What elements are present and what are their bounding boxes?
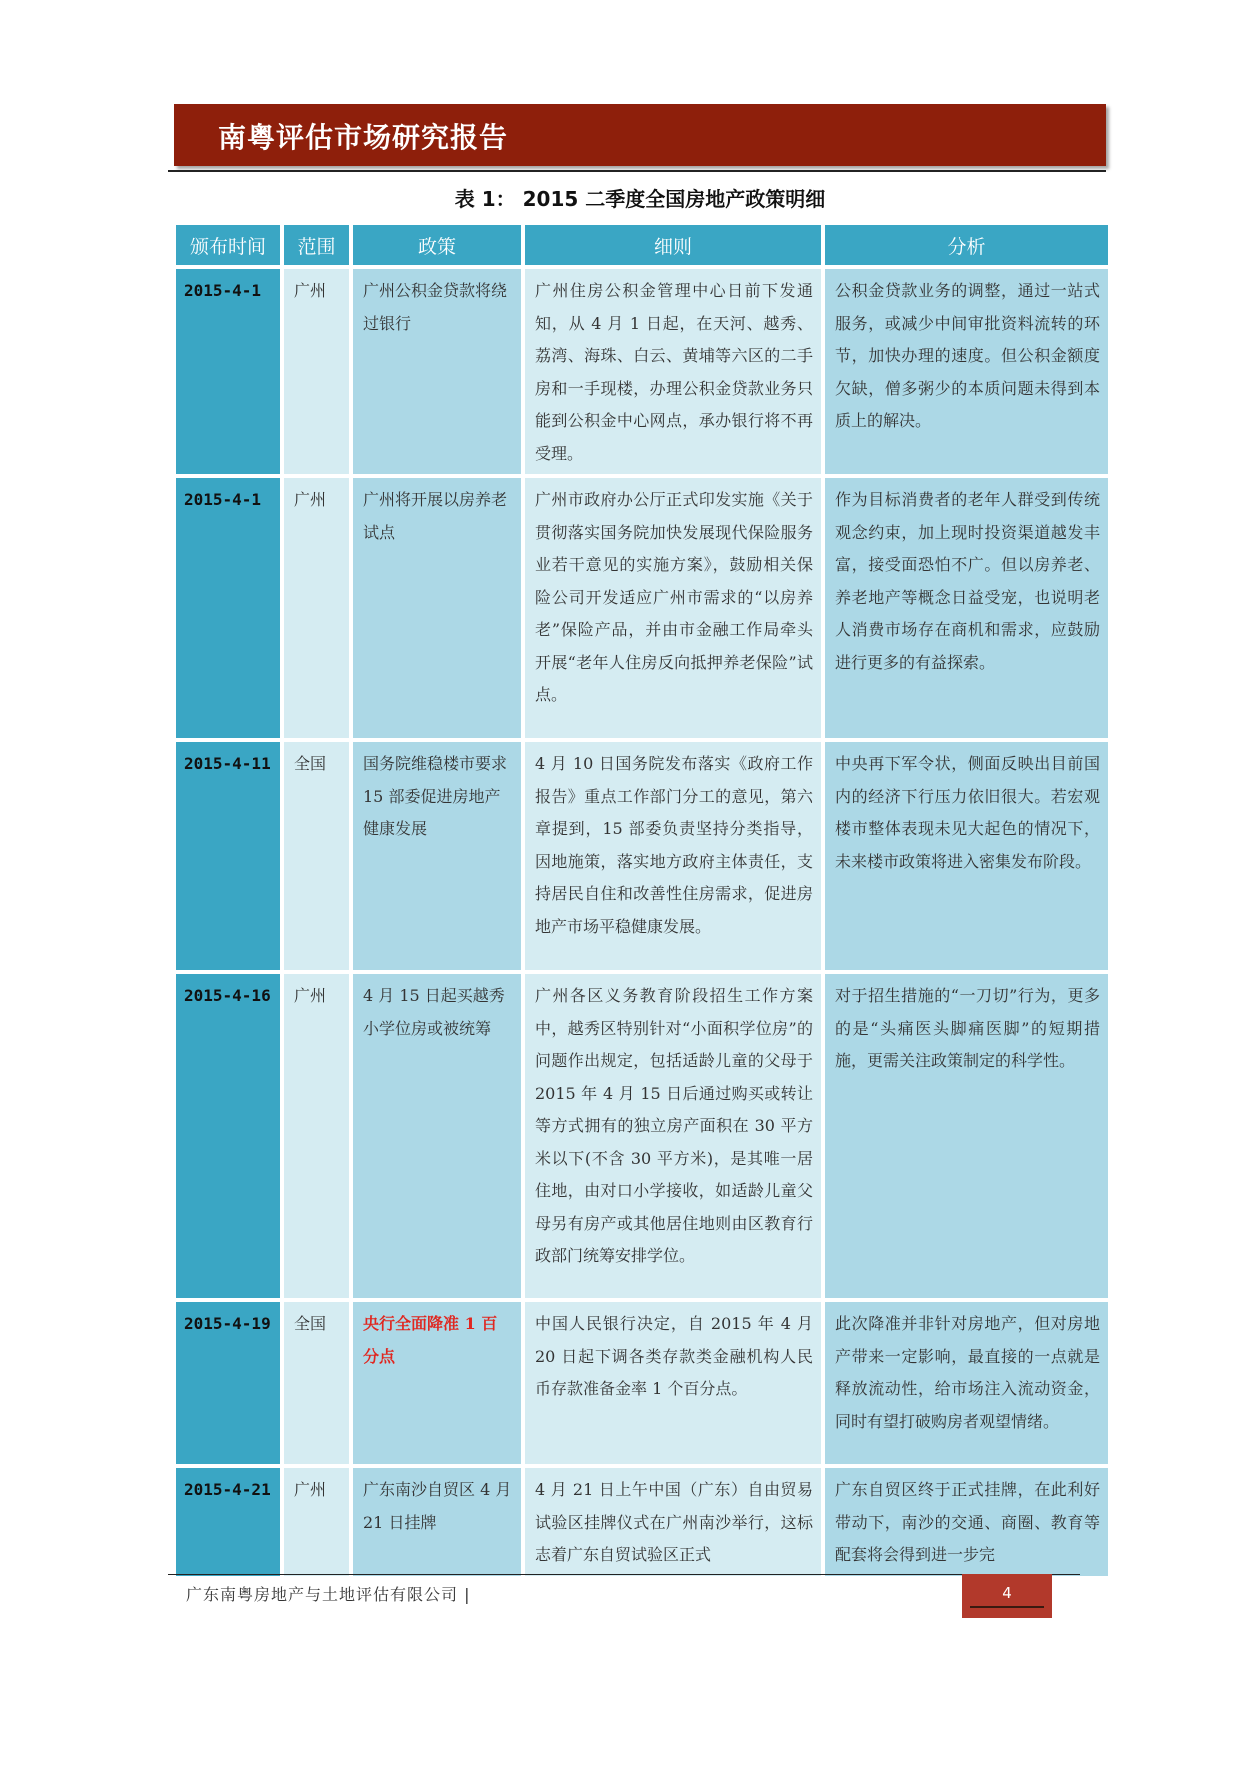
footer-divider: [168, 1574, 1080, 1575]
row-detail: 广州住房公积金管理中心日前下发通知，从 4 月 1 日起，在天河、越秀、荔湾、海珠、白云、黄埔等六区的二手房和一手现楼，办理公积金贷款业务只能到公积金中心网点，承办银行将不再受理。: [525, 269, 821, 474]
table-row: [176, 269, 1108, 474]
row-analysis: 公积金贷款业务的调整，通过一站式服务，或减少中间审批资料流转的环节，加快办理的速度。但公积金额度欠缺，僧多粥少的本质问题未得到本质上的解决。: [825, 269, 1108, 474]
highlighted-policy-text: 央行全面降准 1 百分点: [363, 1314, 498, 1366]
page-number: 4: [1002, 1584, 1012, 1602]
table-row: [176, 1302, 1108, 1464]
table-row: [176, 742, 1108, 970]
column-header-scope: 范围: [284, 225, 349, 265]
row-detail: 4 月 21 日上午中国（广东）自由贸易试验区挂牌仪式在广州南沙举行，这标志着广东自贸试验区正式: [525, 1468, 821, 1576]
row-date: 2015-4-11: [176, 742, 280, 970]
row-policy: 国务院维稳楼市要求 15 部委促进房地产健康发展: [353, 742, 521, 970]
page-number-box: [962, 1574, 1052, 1618]
column-header-date: 颁布时间: [176, 225, 280, 265]
row-analysis: 广东自贸区终于正式挂牌，在此利好带动下，南沙的交通、商圈、教育等配套将会得到进一步完: [825, 1468, 1108, 1576]
row-policy: 4 月 15 日起买越秀小学位房或被统筹: [353, 974, 521, 1298]
report-title: 南粤评估市场研究报告: [218, 121, 509, 154]
row-date: 2015-4-1: [176, 478, 280, 738]
column-header-analysis: 分析: [825, 225, 1108, 265]
row-policy: 广东南沙自贸区 4 月 21 日挂牌: [353, 1468, 521, 1576]
row-detail: 中国人民银行决定，自 2015 年 4 月 20 日起下调各类存款类金融机构人民币存款准备金率 1 个百分点。: [525, 1302, 821, 1464]
row-date: 2015-4-19: [176, 1302, 280, 1464]
row-scope: 广州: [284, 478, 349, 738]
row-date: 2015-4-1: [176, 269, 280, 474]
row-scope: 广州: [284, 1468, 349, 1576]
row-scope: 全国: [284, 1302, 349, 1464]
policy-table: [172, 221, 1112, 1580]
row-detail: 广州市政府办公厅正式印发实施《关于贯彻落实国务院加快发展现代保险服务业若干意见的实施方案》，鼓励相关保险公司开发适应广州市需求的“以房养老”保险产品，并由市金融工作局牵头开展“老年人住房反向抵押养老保险”试点。: [525, 478, 821, 738]
row-policy: 广州将开展以房养老试点: [353, 478, 521, 738]
row-scope: 广州: [284, 269, 349, 474]
row-date: 2015-4-21: [176, 1468, 280, 1576]
table-row: [176, 974, 1108, 1298]
column-header-detail: 细则: [525, 225, 821, 265]
row-scope: 广州: [284, 974, 349, 1298]
table-row: [176, 1468, 1108, 1576]
row-analysis: 中央再下军令状，侧面反映出目前国内的经济下行压力依旧很大。若宏观楼市整体表现未见大起色的情况下，未来楼市政策将进入密集发布阶段。: [825, 742, 1108, 970]
header-divider: [168, 170, 1106, 172]
row-scope: 全国: [284, 742, 349, 970]
row-detail: 4 月 10 日国务院发布落实《政府工作报告》重点工作部门分工的意见，第六章提到，15 部委负责坚持分类指导，因地施策，落实地方政府主体责任，支持居民自住和改善性住房需求，促进房地产市场平稳健康发展。: [525, 742, 821, 970]
row-analysis: 对于招生措施的“一刀切”行为，更多的是“头痛医头脚痛医脚”的短期措施，更需关注政策制定的科学性。: [825, 974, 1108, 1298]
page-number-underline: [970, 1606, 1044, 1608]
footer-company-name: 广东南粤房地产与土地评估有限公司 |: [186, 1585, 471, 1604]
row-policy-highlight: [353, 1302, 521, 1464]
table-row: [176, 478, 1108, 738]
row-analysis: 作为目标消费者的老年人群受到传统观念约束，加上现时投资渠道越发丰富，接受面恐怕不广。但以房养老、养老地产等概念日益受宠，也说明老人消费市场存在商机和需求，应鼓励进行更多的有益探索。: [825, 478, 1108, 738]
table-header-row: [176, 225, 1108, 265]
row-detail: 广州各区义务教育阶段招生工作方案中，越秀区特别针对“小面积学位房”的问题作出规定，包括适龄儿童的父母于 2015 年 4 月 15 日后通过购买或转让等方式拥有的独立房产面积在 30 平方米以下(不含 30 平方米)，是其唯一居住地，由对口小学接收，如适龄儿童父母另有房产或其他居住地则由区教育行政部门统筹安排学位。: [525, 974, 821, 1298]
row-policy: 广州公积金贷款将绕过银行: [353, 269, 521, 474]
column-header-policy: 政策: [353, 225, 521, 265]
row-analysis: 此次降准并非针对房地产，但对房地产带来一定影响，最直接的一点就是释放流动性，给市场注入流动资金，同时有望打破购房者观望情绪。: [825, 1302, 1108, 1464]
report-header-bar: [174, 104, 1106, 166]
table-caption: 表 1： 2015 二季度全国房地产政策明细: [454, 187, 826, 211]
row-date: 2015-4-16: [176, 974, 280, 1298]
